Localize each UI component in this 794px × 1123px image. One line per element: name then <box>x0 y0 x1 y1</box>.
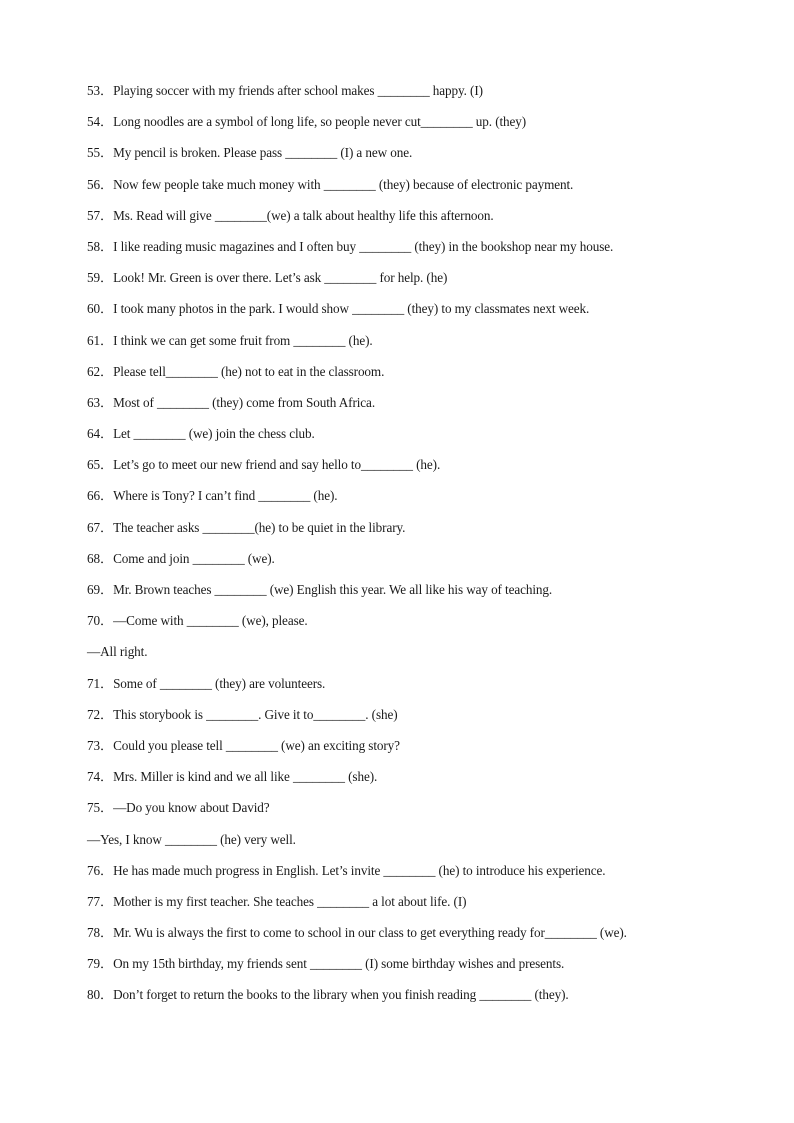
exercise-item-68: 68．Come and join ________ (we). <box>87 550 275 566</box>
exercise-item-77: 77．Mother is my first teacher. She teaches ________ a lot about life. (I) <box>87 893 467 909</box>
exercise-item-61: 61．I think we can get some fruit from ________ (he). <box>87 332 373 348</box>
exercise-item-58: 58．I like reading music magazines and I often buy ________ (they) in the bookshop near my house. <box>87 238 614 254</box>
exercise-item-65: 65．Let’s go to meet our new friend and say hello to________ (he). <box>87 457 441 473</box>
exercise-item-73: 73．Could you please tell ________ (we) an exciting story? <box>87 737 400 753</box>
exercise-item-76: 76．He has made much progress in English. Let’s invite ________ (he) to introduce his experience. <box>87 862 606 878</box>
exercise-item-75-response: —Yes, I know ________ (he) very well. <box>87 831 296 847</box>
exercise-item-67: 67．The teacher asks ________(he) to be quiet in the library. <box>87 519 406 535</box>
exercise-item-80: 80．Don’t forget to return the books to the library when you finish reading ________ (they). <box>87 987 569 1003</box>
exercise-item-72: 72．This storybook is ________. Give it to________. (she) <box>87 706 398 722</box>
exercise-item-71: 71．Some of ________ (they) are volunteers. <box>87 675 326 691</box>
exercise-item-59: 59．Look! Mr. Green is over there. Let’s ask ________ for help. (he) <box>87 270 448 286</box>
exercise-item-79: 79．On my 15th birthday, my friends sent ________ (I) some birthday wishes and presents. <box>87 956 565 972</box>
exercise-item-54: 54．Long noodles are a symbol of long life, so people never cut________ up. (they) <box>87 114 527 130</box>
exercise-item-70-response: —All right. <box>87 644 148 660</box>
exercise-item-63: 63．Most of ________ (they) come from South Africa. <box>87 394 376 410</box>
exercise-item-57: 57．Ms. Read will give ________(we) a talk about healthy life this afternoon. <box>87 207 494 223</box>
exercise-item-69: 69．Mr. Brown teaches ________ (we) English this year. We all like his way of teaching. <box>87 582 553 597</box>
exercise-item-53: 53．Playing soccer with my friends after school makes ________ happy. (I) <box>87 83 483 98</box>
exercise-item-64: 64．Let ________ (we) join the chess club. <box>87 426 315 442</box>
exercise-item-55: 55．My pencil is broken. Please pass ________ (I) a new one. <box>87 145 413 161</box>
exercise-item-66: 66．Where is Tony? I can’t find ________ (he). <box>87 488 338 504</box>
exercise-item-75: 75．—Do you know about David? <box>87 800 270 816</box>
exercise-item-60: 60．I took many photos in the park. I would show ________ (they) to my classmates next week. <box>87 301 590 317</box>
exercise-list <box>87 82 767 1018</box>
exercise-item-74: 74．Mrs. Miller is kind and we all like ________ (she). <box>87 769 378 785</box>
exercise-item-56: 56．Now few people take much money with ________ (they) because of electronic payment. <box>87 176 574 192</box>
exercise-item-70: 70．—Come with ________ (we), please. <box>87 613 308 629</box>
exercise-item-62: 62．Please tell________ (he) not to eat in the classroom. <box>87 363 385 379</box>
exercise-item-78: 78．Mr. Wu is always the first to come to school in our class to get everything ready for________ (we). <box>87 925 627 941</box>
